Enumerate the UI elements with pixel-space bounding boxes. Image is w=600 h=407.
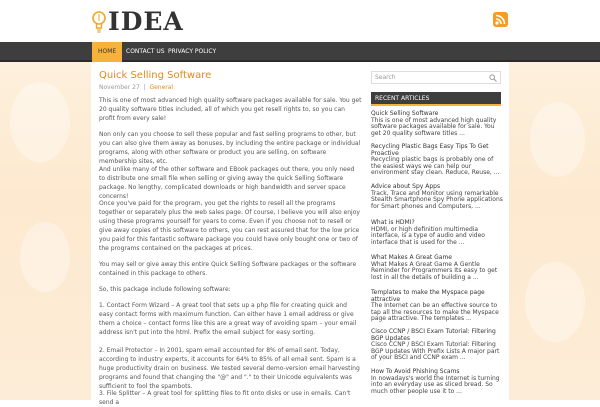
recent-article-title[interactable]: Cisco CCNP / BSCI Exam Tutorial: Filtering BGP Updates [371,328,496,342]
post-paragraph: So, this package include following software: [99,286,231,293]
recent-article-excerpt: Recycling plastic bags is probably one of the easiest ways we can help our environment stay clean. Reduce, Reuse, ... [371,156,500,176]
recent-article[interactable] [371,290,503,323]
post-date: November 27 [99,84,140,91]
rss-icon[interactable] [493,12,508,27]
search-placeholder: Search [375,74,396,81]
nav-privacy-policy[interactable]: PRIVACY POLICY [168,48,217,55]
recent-article-excerpt: The Internet can be an effective source to tap all the resources to make the Myspace page attractive. The templates ... [371,302,499,322]
post-paragraph: You may sell or give away this entire Quick Selling Software packages or the software contained in this package to others. [99,261,357,277]
main-navigation [0,42,600,62]
recent-article[interactable] [371,184,503,210]
post-paragraph: 3. File Splitter – A great tool for splitting files to fit onto disks or use in emails. Can't send a [99,390,351,406]
background-decoration [20,222,70,292]
recent-article[interactable] [371,329,503,362]
post-paragraph: 1. Contact Form Wizard – A great tool that sets up a php file for creating quick and easy contact forms with maximum function. Can either have 1 email address or give them a choice – contact forms like this are a great way of avoiding spam – your email address isn't put into the html. Prefix the email subject for easy sorting. [99,302,357,336]
recent-article-title[interactable]: Quick Selling Software [371,110,439,117]
recent-article-excerpt: HDMI, or high definition multimedia interface, is a type of audio and video interface that is used for the ... [371,225,485,246]
post-paragraph: This is one of most advanced high quality software packages available for sale. You get 20 quality software titles included, all of which you get resell rights to, so you can profit from every sale! [99,97,362,122]
recent-article[interactable] [371,144,503,177]
site-logo[interactable] [92,8,184,36]
recent-article-title[interactable]: Templates to make the Myspace page attractive [371,289,485,303]
nav-contact-us[interactable]: CONTACT US [126,48,165,55]
recent-articles-heading: RECENT ARTICLES [371,92,501,106]
recent-article-title[interactable]: Advice about Spy Apps [371,183,441,190]
recent-article-title[interactable]: What is HDMI? [371,219,415,226]
post-meta: November 27 | General [99,84,174,91]
background-decoration [525,262,585,342]
nav-home[interactable]: HOME [92,42,122,62]
recent-article-title[interactable]: How To Avoid Phishing Scams [371,368,460,375]
post-paragraph: And unlike many of the other software and EBook packages out there, you only need to distribute one small file when selling or giving away the quick Selling Software package. No lengthy, complicated downloads or high bandwidth and server space concerns! [99,166,355,200]
recent-article-title[interactable]: What Makes A Great Game [371,254,452,261]
post-paragraph: Non only can you choose to sell these popular and fast selling programs to other, but you can also give them away as bonuses, by including the entire package or individual programs, along with other software or product you are selling, on software membership sites, etc. [99,131,361,165]
recent-article[interactable] [371,220,503,246]
recent-article-excerpt: Track, Trace and Monitor using remarkable Stealth Smartphone Spy Phone applications for Smart phones and Computers, ... [371,189,503,210]
site-header [0,0,600,42]
background-decoration [530,102,585,177]
recent-article[interactable] [371,369,503,395]
recent-article-title[interactable]: Recycling Plastic Bags Easy Tips To Get Proactive [371,143,489,157]
search-input[interactable] [371,71,501,84]
post-paragraph: 2. Email Protector – In 2001, spam email accounted for 8% of email sent. Today, according to industry experts, it accounts for 64% to 85% of all email sent. Spam is a huge productivity drain on business. We tested several demo-version email harvesting programs and found that changing the "@" and "." to their Unicode equivalents was sufficient to fool the spambots. [99,347,360,390]
post-category[interactable]: General [149,84,174,91]
post-title[interactable]: Quick Selling Software [99,70,212,81]
post-paragraph: Once you've paid for the program, you get the rights to resell all the programs together or separately plus the web sales page. Of course, I believe you will also enjoy using these programs yourself for years to come. Even if you choose not to resell or give away copies of this software to others, you can rest assured that for the low price you paid for this fantastic software package you could have only bought one or two of the programs contained on the packages at prices. [99,200,360,252]
lightbulb-icon [92,9,106,35]
site-title: IDEA [108,7,184,36]
recent-article[interactable] [371,111,503,137]
recent-article[interactable] [371,255,503,281]
recent-article-excerpt: This is one of most advanced high quality software packages available for sale. You get 20 quality software titles ... [371,116,497,137]
background-decoration [10,82,70,162]
recent-article-excerpt: Cisco CCNP / BSCI Exam Tutorial: Filtering BGP Updates With Prefix Lists A major part of your BSCI and CCNP exam ... [371,341,500,361]
search-icon[interactable] [489,74,497,82]
recent-article-excerpt: What Makes A Great Game A Gentle Reminder for Programmers Its easy to get lost in all the details of building a ... [371,260,498,281]
recent-article-excerpt: In nowadays's world the Internet is turning into an everyday use as sliced bread. So much other people use it to ... [371,374,500,395]
